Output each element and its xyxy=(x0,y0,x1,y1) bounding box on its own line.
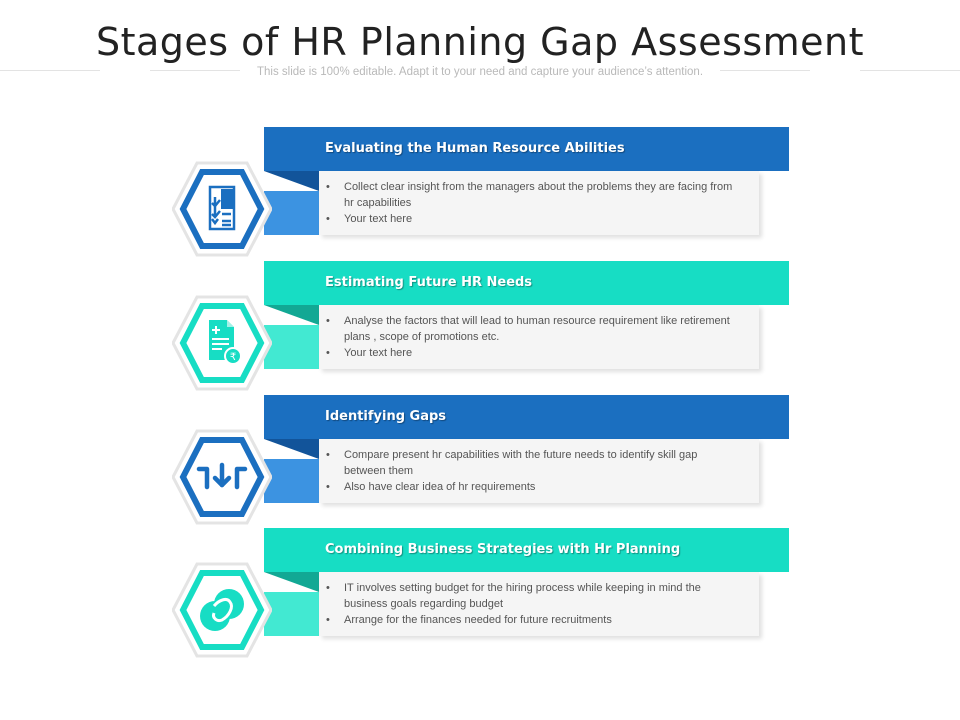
ribbon-tab xyxy=(264,191,319,235)
stage-bullets xyxy=(326,580,736,628)
stage-heading: Identifying Gaps xyxy=(325,409,447,424)
page-title: Stages of HR Planning Gap Assessment xyxy=(95,20,865,64)
bullet-item: • Analyse the factors that will lead to human resource requirement like retirement plans , scope of promotions etc. xyxy=(326,313,736,345)
ribbon-tab xyxy=(264,592,319,636)
ribbon-tab xyxy=(264,459,319,503)
ribbon-fold xyxy=(264,305,319,325)
stage-4 xyxy=(0,528,960,663)
ribbon-fold xyxy=(264,171,319,191)
ribbon-fold xyxy=(264,572,319,592)
stage-heading: Estimating Future HR Needs xyxy=(325,275,533,290)
stage-bullets xyxy=(326,179,736,227)
stage-bullets xyxy=(326,447,736,495)
converging-arrows-icon xyxy=(172,427,272,527)
ribbon-tab xyxy=(264,325,319,369)
stage-heading: Combining Business Strategies with Hr Planning xyxy=(325,542,681,557)
stage-2 xyxy=(0,261,960,396)
stage-heading: Evaluating the Human Resource Abilities xyxy=(325,141,625,156)
stage-1 xyxy=(0,127,960,262)
checklist-icon xyxy=(172,159,272,259)
medical-bill-icon xyxy=(172,293,272,393)
bullet-item: • Compare present hr capabilities with the future needs to identify skill gap between them xyxy=(326,447,736,479)
bullet-item: • Arrange for the finances needed for future recruitments xyxy=(326,612,736,628)
svg-text:₹: ₹ xyxy=(229,352,237,363)
bullet-item: • Collect clear insight from the managers about the problems they are facing from hr capabilities xyxy=(326,179,736,211)
overlapping-circles-icon xyxy=(172,560,272,660)
bullet-item: • Your text here xyxy=(326,211,736,227)
stage-3 xyxy=(0,395,960,530)
bullet-item: • Also have clear idea of hr requirements xyxy=(326,479,736,495)
ribbon-fold xyxy=(264,439,319,459)
bullet-item: • IT involves setting budget for the hiring process while keeping in mind the business goals regarding budget xyxy=(326,580,736,612)
bullet-item: • Your text here xyxy=(326,345,736,361)
page-subtitle: This slide is 100% editable. Adapt it to your need and capture your audience’s attention. xyxy=(256,66,704,78)
stage-bullets xyxy=(326,313,736,361)
